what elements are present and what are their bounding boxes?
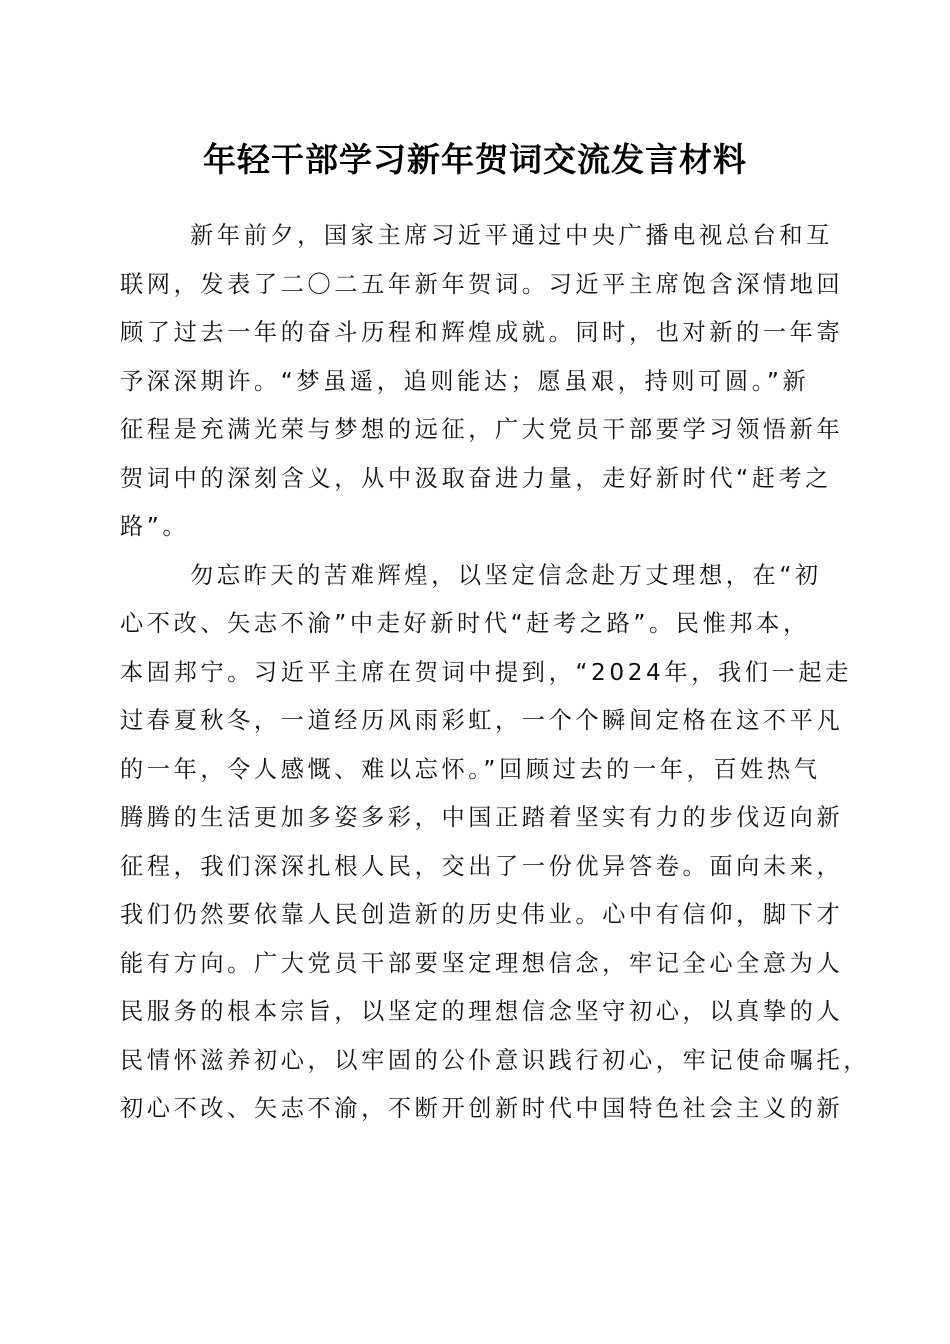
text-line: 心不改、矢志不渝”中走好新时代“赶考之路”。民惟邦本， (120, 610, 810, 637)
paragraph-1 (120, 212, 844, 552)
text-line: 顾了过去一年的奋斗历程和辉煌成就。同时，也对新的一年寄 (120, 319, 844, 346)
text-line: 本固邦宁。习近平主席在贺词中提到，“2024年，我们一起走 (120, 658, 852, 686)
text-line: 民情怀滋养初心，以牢固的公仆意识践行初心，牢记使命嘱托， (120, 1046, 871, 1074)
text-line: 民服务的根本宗旨，以坚定的理想信念坚守初心，以真挚的人 (120, 998, 844, 1025)
text-line: 新年前夕，国家主席习近平通过中央广播电视总台和互 (190, 222, 833, 249)
text-line: 联网，发表了二〇二五年新年贺词。习近平主席饱含深情地回 (120, 270, 844, 298)
document-title: 年轻干部学习新年贺词交流发言材料 (203, 140, 747, 179)
text-line: 路”。 (120, 513, 190, 540)
document-body (120, 212, 871, 1134)
text-line: 勿忘昨天的苦难辉煌，以坚定信念赴万丈理想，在“初 (190, 561, 822, 589)
paragraph-2 (120, 552, 871, 1134)
text-line: 予深深期许。“梦虽遥，追则能达；愿虽艰，持则可圆。”新 (120, 367, 810, 395)
text-line: 初心不改、矢志不渝，不断开创新时代中国特色社会主义的新 (120, 1095, 844, 1122)
text-line: 征程是充满光荣与梦想的远征，广大党员干部要学习领悟新年 (120, 416, 844, 443)
text-line: 贺词中的深刻含义，从中汲取奋进力量，走好新时代“赶考之 (120, 464, 833, 492)
text-line: 我们仍然要依靠人民创造新的历史伟业。心中有信仰，脚下才 (120, 901, 844, 928)
text-line: 过春夏秋冬，一道经历风雨彩虹，一个个瞬间定格在这不平凡 (120, 707, 844, 734)
text-line: 腾腾的生活更加多姿多彩，中国正踏着坚实有力的步伐迈向新 (120, 804, 844, 831)
text-line: 的一年，令人感慨、难以忘怀。”回顾过去的一年，百姓热气 (120, 755, 821, 783)
text-line: 能有方向。广大党员干部要坚定理想信念，牢记全心全意为人 (120, 949, 844, 977)
text-line: 征程，我们深深扎根人民，交出了一份优异答卷。面向未来， (120, 852, 844, 880)
